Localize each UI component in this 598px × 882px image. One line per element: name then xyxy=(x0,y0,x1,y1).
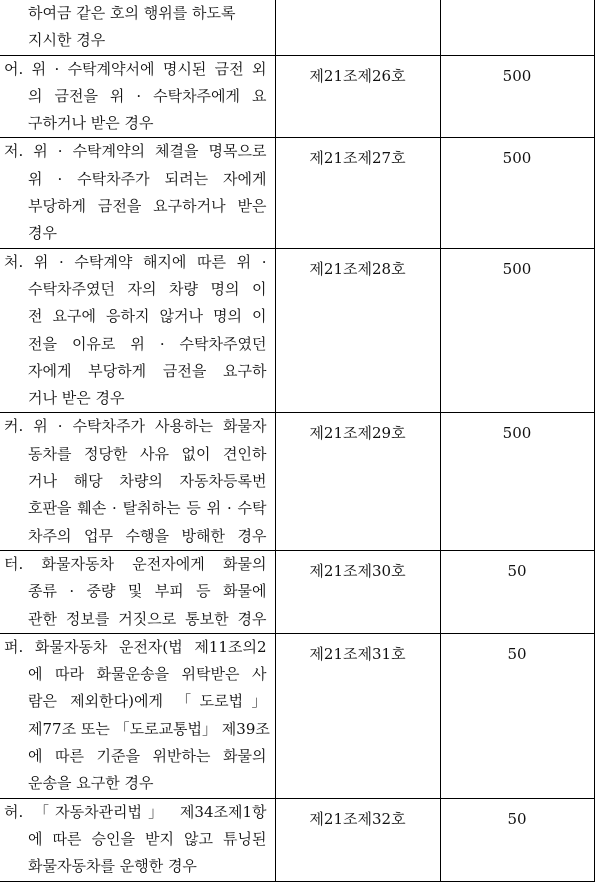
description-line: 처. 위 · 수탁계약 해지에 따른 위 · xyxy=(4,252,267,271)
description-line: 저. 위 · 수탁계약의 체결을 명목으로 xyxy=(4,142,267,161)
violation-description xyxy=(0,0,275,55)
penalty-amount xyxy=(440,0,594,55)
penalty-amount: 50 xyxy=(440,798,594,881)
description-line: 어. 위 · 수탁계약서에 명시된 금전 외 xyxy=(4,59,267,78)
law-reference: 제21조제30호 xyxy=(275,550,440,633)
description-line: 호판을 훼손 · 탈취하는 등 위 · 수탁 xyxy=(28,499,267,518)
description-line: 수탁차주였던 자의 차량 명의 이 xyxy=(28,279,267,298)
table-row xyxy=(0,550,594,633)
violation-description xyxy=(0,550,275,633)
description-line: 동차를 정당한 사유 없이 견인하 xyxy=(28,444,267,463)
description-line: 제77조 또는 「도로교통법」 제39조 xyxy=(28,719,270,738)
description-line: 종류 · 중량 및 부피 등 화물에 xyxy=(28,582,267,601)
description-line: 거나 해당 차량의 자동차등록번 xyxy=(28,472,267,491)
description-line: 관한 정보를 거짓으로 통보한 경우 xyxy=(28,609,267,628)
description-line: 하여금 같은 호의 행위를 하도록 xyxy=(28,4,236,22)
violation-description xyxy=(0,55,275,138)
description-line: 지시한 경우 xyxy=(28,31,106,50)
description-line: 위 · 수탁차주가 되려는 자에게 xyxy=(28,169,267,188)
table-row xyxy=(0,248,594,413)
description-line: 에 따라 화물운송을 위탁받은 사 xyxy=(28,665,267,684)
penalty-amount: 50 xyxy=(440,633,594,798)
description-line: 에 따른 기준을 위반하는 화물의 xyxy=(28,747,267,766)
law-reference: 제21조제29호 xyxy=(275,413,440,550)
table-row xyxy=(0,55,594,138)
penalty-amount: 500 xyxy=(440,248,594,413)
description-line: 커. 위 · 수탁차주가 사용하는 화물자 xyxy=(4,417,267,436)
penalty-amount: 50 xyxy=(440,550,594,633)
description-line: 허. 「자동차관리법」 제34조제1항 xyxy=(4,802,267,821)
description-line: 화물자동차를 운행한 경우 xyxy=(28,857,197,876)
description-line: 거나 받은 경우 xyxy=(28,389,125,408)
description-line: 에 따른 승인을 받지 않고 튜닝된 xyxy=(28,829,267,848)
penalty-amount: 500 xyxy=(440,55,594,138)
description-line: 의 금전을 위 · 수탁차주에게 요 xyxy=(28,86,267,105)
violation-description xyxy=(0,633,275,798)
description-line: 부당하게 금전을 요구하거나 받은 xyxy=(28,197,267,216)
description-line: 경우 xyxy=(28,224,57,243)
table-row xyxy=(0,413,594,550)
law-reference xyxy=(275,0,440,55)
description-line: 전 요구에 응하지 않거나 명의 이 xyxy=(28,307,267,326)
description-line: 퍼. 화물자동차 운전자(법 제11조의2 xyxy=(4,637,267,656)
description-line: 운송을 요구한 경우 xyxy=(28,774,154,793)
penalty-amount: 500 xyxy=(440,413,594,550)
law-reference: 제21조제27호 xyxy=(275,138,440,248)
description-line: 람은 제외한다)에게 「도로법」 xyxy=(28,692,267,711)
description-line: 구하거나 받은 경우 xyxy=(28,114,154,133)
table-row xyxy=(0,633,594,798)
description-line: 차주의 업무 수행을 방해한 경우 xyxy=(28,526,267,545)
table-row xyxy=(0,798,594,881)
violation-description xyxy=(0,413,275,550)
description-line: 전을 이유로 위 · 수탁차주였던 xyxy=(28,334,267,353)
violation-description xyxy=(0,798,275,881)
table-row xyxy=(0,0,594,55)
law-reference: 제21조제31호 xyxy=(275,633,440,798)
table-row xyxy=(0,138,594,248)
law-reference: 제21조제32호 xyxy=(275,798,440,881)
law-reference: 제21조제26호 xyxy=(275,55,440,138)
description-line: 터. 화물자동차 운전자에게 화물의 xyxy=(4,554,267,573)
penalty-amount: 500 xyxy=(440,138,594,248)
violation-description xyxy=(0,248,275,413)
violation-description xyxy=(0,138,275,248)
description-line: 자에게 부당하게 금전을 요구하 xyxy=(28,361,267,380)
law-reference: 제21조제28호 xyxy=(275,248,440,413)
